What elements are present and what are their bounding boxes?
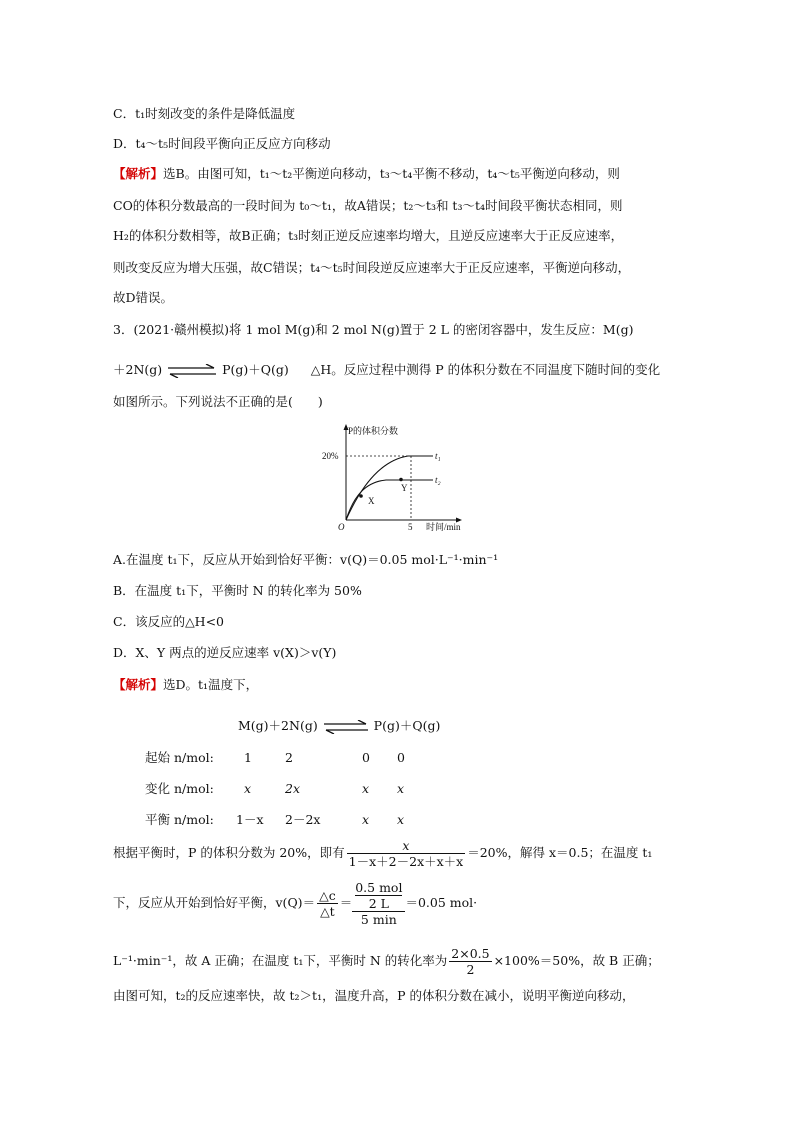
curve-t2 bbox=[346, 480, 433, 520]
row-change-p: x bbox=[362, 781, 370, 796]
row-initial-m: 1 bbox=[244, 750, 252, 765]
calc2-suffix: ＝0.05 mol· bbox=[405, 895, 478, 910]
q3-delta-h: △H。反应过程中测得 P 的体积分数在不同温度下随时间的变化 bbox=[310, 362, 661, 377]
fraction-dc: △c bbox=[319, 888, 336, 903]
reaction-equation bbox=[238, 718, 440, 734]
x-tick-5: 5 bbox=[408, 522, 413, 532]
option-c-q3: C．该反应的△H<0 bbox=[113, 614, 225, 629]
analysis-tag: 【解析】 bbox=[113, 166, 164, 181]
analysis-line-1 bbox=[113, 166, 620, 182]
fraction-rate-vol: 2 L bbox=[368, 896, 389, 911]
row-change-label: 变化 n/mol: bbox=[145, 781, 214, 796]
fraction-x bbox=[347, 838, 466, 869]
q3-reactant: ＋2N(g) bbox=[113, 362, 163, 377]
answer-tag: 【解析】 bbox=[113, 677, 164, 692]
row-initial-p: 0 bbox=[362, 750, 370, 765]
fraction-dt: △t bbox=[320, 904, 335, 919]
calc-line-2 bbox=[113, 880, 477, 927]
fraction-rate-num bbox=[352, 880, 405, 912]
row-eq-q: x bbox=[397, 812, 405, 827]
eq-right: P(g)＋Q(g) bbox=[373, 718, 441, 733]
fraction-conversion-den: 2 bbox=[466, 962, 475, 977]
point-x bbox=[359, 494, 363, 498]
row-initial-n: 2 bbox=[285, 750, 293, 765]
eq-left: M(g)＋2N(g) bbox=[238, 718, 318, 733]
equilibrium-arrow-icon-2 bbox=[322, 720, 370, 734]
fraction-dc-dt bbox=[317, 888, 338, 919]
curve-t1 bbox=[346, 456, 433, 520]
calc-line-1 bbox=[113, 838, 652, 869]
fraction-rate-mol: 0.5 mol bbox=[355, 880, 403, 895]
row-eq-m: 1－x bbox=[236, 812, 264, 827]
curve-label-t1: t₁ bbox=[435, 451, 441, 461]
option-b: B．在温度 t₁下，平衡时 N 的转化率为 50% bbox=[113, 583, 362, 598]
analysis-line-2: CO的体积分数最高的一段时间为 t₀～t₁，故A错误；t₂～t₃和 t₃～t₄时间段平衡状态相同，则 bbox=[113, 198, 623, 213]
equilibrium-arrow-icon bbox=[166, 364, 218, 378]
calc1-suffix: ＝20%，解得 x＝0.5；在温度 t₁ bbox=[467, 845, 653, 860]
calc2-equals: ＝ bbox=[339, 895, 353, 910]
curve-label-t2: t₂ bbox=[435, 475, 441, 485]
x-axis-label: 时间/min bbox=[426, 522, 461, 532]
q3-product: P(g)＋Q(g) bbox=[222, 362, 289, 377]
point-y bbox=[399, 478, 403, 482]
calc2-prefix: 下，反应从开始到恰好平衡，v(Q)＝ bbox=[113, 895, 316, 910]
calc-line-4: 由图可知，t₂的反应速率快，故 t₂＞t₁，温度升高，P 的体积分数在减小，说明平衡逆向移动， bbox=[113, 988, 635, 1003]
fraction-conversion bbox=[449, 946, 491, 977]
analysis-text-1: 选B。由图可知，t₁～t₂平衡逆向移动，t₃～t₄平衡不移动，t₄～t₅平衡逆向移动，则 bbox=[163, 166, 620, 181]
question-3-line-3: 如图所示。下列说法不正确的是( ) bbox=[113, 394, 323, 409]
volume-fraction-graph bbox=[318, 420, 478, 535]
point-x-label: X bbox=[368, 496, 375, 506]
row-eq-label: 平衡 n/mol: bbox=[145, 812, 214, 827]
fraction-rate bbox=[352, 880, 405, 927]
calc-line-3 bbox=[113, 946, 660, 977]
question-3-line-2 bbox=[113, 362, 660, 378]
fraction-conversion-num: 2×0.5 bbox=[451, 946, 490, 961]
option-a: A.在温度 t₁下，反应从开始到恰好平衡：v(Q)＝0.05 mol·L⁻¹·min⁻¹ bbox=[113, 552, 499, 567]
option-d: D．t₄～t₅时间段平衡向正反应方向移动 bbox=[113, 136, 331, 151]
answer-line-1 bbox=[113, 677, 258, 693]
calc3-prefix: L⁻¹·min⁻¹，故 A 正确；在温度 t₁下，平衡时 N 的转化率为 bbox=[113, 953, 448, 968]
calc3-suffix: ×100%＝50%，故 B 正确； bbox=[493, 953, 660, 968]
row-initial-label: 起始 n/mol: bbox=[145, 750, 214, 765]
y-axis-label: P的体积分数 bbox=[348, 426, 399, 436]
option-c: C．t₁时刻改变的条件是降低温度 bbox=[113, 106, 296, 121]
row-change-n: 2x bbox=[285, 781, 301, 796]
row-change-q: x bbox=[397, 781, 405, 796]
answer-text-1: 选D。t₁温度下， bbox=[163, 677, 259, 692]
analysis-line-5: 故D错误。 bbox=[113, 290, 174, 305]
row-initial-q: 0 bbox=[397, 750, 405, 765]
row-change-m: x bbox=[244, 781, 252, 796]
y-tick-20: 20% bbox=[322, 451, 339, 461]
row-eq-n: 2－2x bbox=[285, 812, 321, 827]
analysis-line-4: 则改变反应为增大压强，故C错误；t₄～t₅时间段逆反应速率大于正反应速率，平衡逆向移动， bbox=[113, 260, 631, 275]
analysis-line-3: H₂的体积分数相等，故B正确；t₃时刻正逆反应速率均增大，且逆反应速率大于正反应速率， bbox=[113, 228, 624, 243]
point-y-label: Y bbox=[401, 483, 408, 493]
fraction-rate-den: 5 min bbox=[360, 912, 397, 927]
option-d-q3: D．X、Y 两点的逆反应速率 v(X)＞v(Y) bbox=[113, 645, 337, 660]
origin-label: O bbox=[338, 522, 345, 532]
fraction-x-num: x bbox=[347, 838, 466, 854]
fraction-x-den: 1－x＋2－2x＋x＋x bbox=[348, 854, 464, 869]
row-eq-p: x bbox=[362, 812, 370, 827]
calc1-prefix: 根据平衡时，P 的体积分数为 20%，即有 bbox=[113, 845, 345, 860]
question-3-line-1: 3．(2021·赣州模拟)将 1 mol M(g)和 2 mol N(g)置于 2 L 的密闭容器中，发生反应：M(g) bbox=[113, 322, 634, 337]
